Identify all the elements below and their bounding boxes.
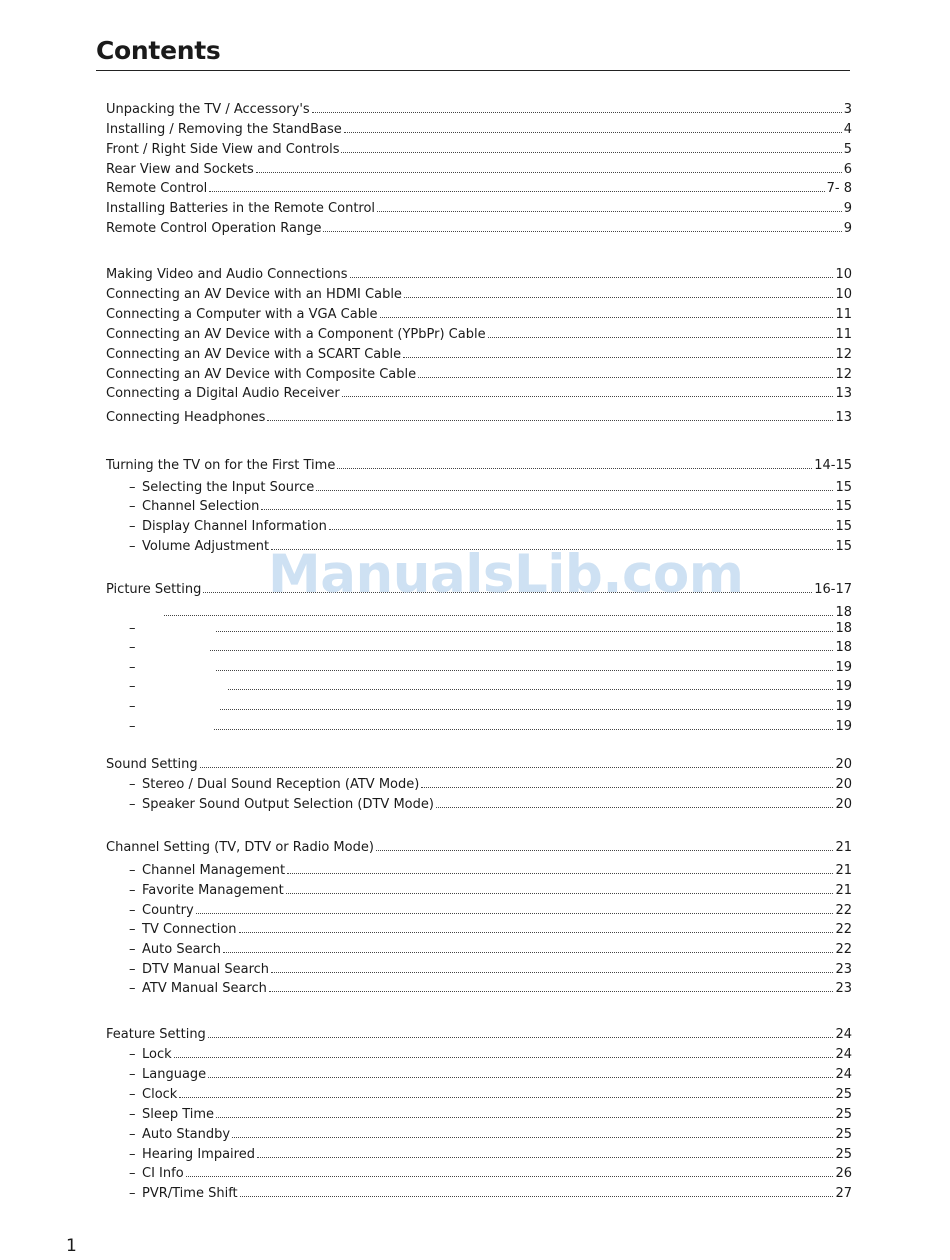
toc-leader-dots <box>210 639 833 651</box>
toc-entry-label: Front / Right Side View and Controls <box>106 142 340 157</box>
toc-entry <box>129 1066 852 1084</box>
toc-leader-dots <box>436 796 834 808</box>
toc-entry-page: 5 <box>843 142 852 157</box>
toc-entry <box>129 941 852 959</box>
toc-leader-dots <box>342 385 834 397</box>
toc-entry <box>106 756 852 774</box>
toc-leader-dots <box>209 180 824 192</box>
toc-entry-label: ATV Manual Search <box>142 981 267 996</box>
toc-leader-dots <box>377 200 842 212</box>
toc-entry <box>106 839 852 857</box>
toc-leader-dots <box>488 326 834 338</box>
toc-leader-dots <box>216 620 833 632</box>
toc-entry-label: Channel Management <box>142 863 286 878</box>
toc-entry-page: 12 <box>835 347 852 362</box>
toc-leader-dots <box>240 1185 834 1197</box>
toc-entry <box>129 1165 852 1183</box>
toc-entry-label: Sleep Time <box>142 1107 215 1122</box>
toc-leader-dots <box>323 220 841 232</box>
toc-leader-dots <box>257 1146 833 1158</box>
toc-entry-page: 4 <box>843 122 852 137</box>
toc-entry-page: 19 <box>835 699 852 714</box>
toc-entry <box>129 498 852 516</box>
toc-leader-dots <box>216 1106 833 1118</box>
toc-entry-page: 18 <box>835 605 852 620</box>
toc-entry <box>129 659 852 677</box>
toc-entry <box>106 266 852 284</box>
toc-entry <box>129 1185 852 1203</box>
toc-entry-dash: – <box>129 903 136 918</box>
toc-leader-dots <box>220 698 833 710</box>
toc-leader-dots <box>421 776 833 788</box>
toc-entry-label: Connecting a Computer with a VGA Cable <box>106 307 378 322</box>
toc-entry-dash: – <box>129 797 136 812</box>
toc-leader-dots <box>214 718 833 730</box>
toc-entry-dash: – <box>129 640 136 655</box>
toc-entry <box>129 796 852 814</box>
toc-entry-dash: – <box>129 519 136 534</box>
toc-entry-dash: – <box>129 621 136 636</box>
toc-leader-dots <box>179 1086 833 1098</box>
toc-entry <box>106 121 852 139</box>
toc-entry-label: Stereo / Dual Sound Reception (ATV Mode) <box>142 777 420 792</box>
toc-entry-label: Speaker Sound Output Selection (DTV Mode) <box>142 797 434 812</box>
toc-entry-dash: – <box>129 1087 136 1102</box>
toc-entry-label: Auto Search <box>142 942 221 957</box>
toc-entry-label: DTV Manual Search <box>142 962 270 977</box>
toc-leader-dots <box>312 101 842 113</box>
toc-entry <box>106 366 852 384</box>
watermark: ManualsLib.com <box>268 544 744 605</box>
toc-entry-page: 10 <box>835 287 852 302</box>
toc-entry <box>106 385 852 403</box>
toc-entry-label: Hearing Impaired <box>142 1147 255 1162</box>
toc-entry-dash: – <box>129 1067 136 1082</box>
toc-leader-dots <box>208 1026 834 1038</box>
toc-entry-dash: – <box>129 499 136 514</box>
toc-entry-dash: – <box>129 942 136 957</box>
toc-entry-page: 21 <box>835 863 852 878</box>
toc-entry-label: Connecting a Digital Audio Receiver <box>106 386 340 401</box>
toc-entry-page: 25 <box>835 1107 852 1122</box>
toc-leader-dots <box>256 161 842 173</box>
toc-entry-page: 25 <box>835 1147 852 1162</box>
toc-entry <box>129 961 852 979</box>
toc-entry-page: 7- 8 <box>826 181 852 196</box>
toc-leader-dots <box>223 941 833 953</box>
toc-entry-page: 20 <box>835 777 852 792</box>
toc-entry-dash: – <box>129 660 136 675</box>
toc-entry-page: 19 <box>835 679 852 694</box>
toc-entry <box>106 1026 852 1044</box>
toc-entry-label: CI Info <box>142 1166 184 1181</box>
toc-entry-dash: – <box>129 1047 136 1062</box>
toc-entry-page: 23 <box>835 981 852 996</box>
toc-entry <box>129 479 852 497</box>
toc-entry <box>106 101 852 119</box>
toc-entry <box>129 698 852 716</box>
toc-leader-dots <box>404 286 834 298</box>
toc-entry-label: Connecting an AV Device with a Component (YPbPr) Cable <box>106 327 486 342</box>
toc-entry-label: Connecting an AV Device with Composite Cable <box>106 367 417 382</box>
page-title: Contents <box>96 36 221 65</box>
toc-entry-label: Country <box>142 903 194 918</box>
toc-leader-dots <box>380 306 834 318</box>
toc-entry-page: 24 <box>835 1047 852 1062</box>
toc-entry-dash: – <box>129 539 136 554</box>
toc-entry <box>129 1086 852 1104</box>
toc-leader-dots <box>269 980 834 992</box>
toc-entry-page: 22 <box>835 942 852 957</box>
toc-entry <box>106 200 852 218</box>
toc-entry-page: 20 <box>835 757 852 772</box>
toc-entry-label: Language <box>142 1067 207 1082</box>
toc-entry-dash: – <box>129 1127 136 1142</box>
toc-entry-page: 24 <box>835 1067 852 1082</box>
toc-entry-page: 26 <box>835 1166 852 1181</box>
toc-entry-dash: – <box>129 480 136 495</box>
toc-leader-dots <box>350 266 834 278</box>
toc-entry <box>129 620 852 638</box>
toc-entry-dash: – <box>129 679 136 694</box>
title-rule <box>96 70 850 71</box>
toc-entry-label: Channel Setting (TV, DTV or Radio Mode) <box>106 840 374 855</box>
toc-entry-page: 15 <box>835 539 852 554</box>
toc-entry-dash: – <box>129 922 136 937</box>
toc-entry-label: Remote Control <box>106 181 208 196</box>
toc-entry <box>106 141 852 159</box>
toc-leader-dots <box>403 346 833 358</box>
toc-entry <box>106 457 852 475</box>
toc-leader-dots <box>186 1165 834 1177</box>
toc-entry-page: 12 <box>835 367 852 382</box>
toc-leader-dots <box>208 1066 833 1078</box>
toc-leader-dots <box>376 839 834 851</box>
toc-entry-dash: – <box>129 863 136 878</box>
toc-entry <box>106 286 852 304</box>
toc-entry-page: 6 <box>843 162 852 177</box>
toc-entry <box>129 718 852 736</box>
toc-entry-page: 18 <box>835 640 852 655</box>
toc-entry-page: 23 <box>835 962 852 977</box>
toc-entry <box>129 1046 852 1064</box>
toc-entry <box>129 1126 852 1144</box>
toc-entry <box>129 1146 852 1164</box>
toc-entry-page: 11 <box>835 307 852 322</box>
toc-leader-dots <box>287 862 833 874</box>
toc-entry <box>129 921 852 939</box>
toc-leader-dots <box>228 678 833 690</box>
toc-entry <box>106 161 852 179</box>
toc-entry <box>129 980 852 998</box>
toc-entry-label: Auto Standby <box>142 1127 231 1142</box>
toc-entry-label: Sound Setting <box>106 757 198 772</box>
toc-entry-page: 19 <box>835 719 852 734</box>
toc-entry-label: Channel Selection <box>142 499 260 514</box>
toc-entry-page: 13 <box>835 410 852 425</box>
toc-entry <box>129 862 852 880</box>
toc-entry <box>106 306 852 324</box>
toc-leader-dots <box>344 121 842 133</box>
toc-leader-dots <box>271 961 833 973</box>
toc-leader-dots <box>337 457 812 469</box>
toc-leader-dots <box>200 756 834 768</box>
toc-entry-dash: – <box>129 1186 136 1201</box>
toc-entry-dash: – <box>129 962 136 977</box>
toc-leader-dots <box>418 366 833 378</box>
toc-entry-label: Making Video and Audio Connections <box>106 267 348 282</box>
toc-entry-page: 21 <box>835 883 852 898</box>
toc-leader-dots <box>267 409 833 421</box>
toc-entry-label: Connecting an AV Device with an HDMI Cable <box>106 287 402 302</box>
toc-entry-page: 24 <box>835 1027 852 1042</box>
toc-leader-dots <box>261 498 833 510</box>
toc-entry-label: Picture Setting <box>106 582 202 597</box>
toc-entry-page: 9 <box>843 201 852 216</box>
toc-entry <box>106 220 852 238</box>
toc-entry-page: 9 <box>843 221 852 236</box>
toc-entry-label: Lock <box>142 1047 172 1062</box>
toc-leader-dots <box>196 902 834 914</box>
toc-entry-label: Favorite Management <box>142 883 284 898</box>
toc-entry-dash: – <box>129 1147 136 1162</box>
toc-entry-label: Feature Setting <box>106 1027 206 1042</box>
toc-leader-dots <box>232 1126 833 1138</box>
toc-entry-label: Unpacking the TV / Accessory's <box>106 102 310 117</box>
toc-entry-page: 20 <box>835 797 852 812</box>
toc-entry-dash: – <box>129 699 136 714</box>
toc-entry-page: 13 <box>835 386 852 401</box>
toc-leader-dots <box>341 141 841 153</box>
toc-entry-page: 10 <box>835 267 852 282</box>
toc-entry-page: 21 <box>835 840 852 855</box>
toc-leader-dots <box>239 921 834 933</box>
toc-entry <box>106 409 852 427</box>
toc-entry-page: 19 <box>835 660 852 675</box>
toc-entry-page: 15 <box>835 480 852 495</box>
toc-entry-page: 16-17 <box>814 582 852 597</box>
toc-entry <box>129 518 852 536</box>
toc-entry <box>129 902 852 920</box>
toc-entry-page: 25 <box>835 1087 852 1102</box>
toc-entry-label: TV Connection <box>142 922 237 937</box>
toc-entry-page: 25 <box>835 1127 852 1142</box>
toc-entry-page: 22 <box>835 903 852 918</box>
toc-leader-dots <box>164 604 833 616</box>
toc-entry-dash: – <box>129 883 136 898</box>
toc-entry <box>129 639 852 657</box>
toc-entry-dash: – <box>129 1107 136 1122</box>
toc-entry-page: 22 <box>835 922 852 937</box>
toc-entry-label: Volume Adjustment <box>142 539 270 554</box>
toc-leader-dots <box>174 1046 834 1058</box>
toc-entry <box>129 776 852 794</box>
toc-entry-page: 3 <box>843 102 852 117</box>
toc-entry-label: Clock <box>142 1087 178 1102</box>
toc-entry-dash: – <box>129 1166 136 1181</box>
toc-entry-label: Installing / Removing the StandBase <box>106 122 342 137</box>
toc-entry-label: Remote Control Operation Range <box>106 221 322 236</box>
toc-entry-label: PVR/Time Shift <box>142 1186 238 1201</box>
toc-entry-label: Connecting Headphones <box>106 410 266 425</box>
toc-entry-page: 14-15 <box>814 458 852 473</box>
toc-entry <box>106 326 852 344</box>
toc-entry-page: 27 <box>835 1186 852 1201</box>
toc-entry-label: Turning the TV on for the First Time <box>106 458 336 473</box>
toc-entry <box>129 678 852 696</box>
toc-entry-dash: – <box>129 981 136 996</box>
toc-entry-label: Rear View and Sockets <box>106 162 254 177</box>
toc-entry-label: Installing Batteries in the Remote Control <box>106 201 376 216</box>
toc-entry <box>106 180 852 198</box>
toc-leader-dots <box>316 479 833 491</box>
toc-entry-page: 15 <box>835 499 852 514</box>
page-number: 1 <box>66 1236 77 1256</box>
toc-entry <box>129 882 852 900</box>
toc-entry <box>129 1106 852 1124</box>
toc-leader-dots <box>216 659 833 671</box>
toc-entry-dash: – <box>129 777 136 792</box>
toc-entry-page: 11 <box>835 327 852 342</box>
toc-entry-dash: – <box>129 719 136 734</box>
toc-entry-label: Connecting an AV Device with a SCART Cable <box>106 347 402 362</box>
toc-entry <box>106 346 852 364</box>
toc-entry-label: Selecting the Input Source <box>142 480 315 495</box>
toc-entry-page: 18 <box>835 621 852 636</box>
toc-leader-dots <box>329 518 834 530</box>
toc-entry-label: Display Channel Information <box>142 519 327 534</box>
toc-leader-dots <box>286 882 834 894</box>
toc-entry-page: 15 <box>835 519 852 534</box>
